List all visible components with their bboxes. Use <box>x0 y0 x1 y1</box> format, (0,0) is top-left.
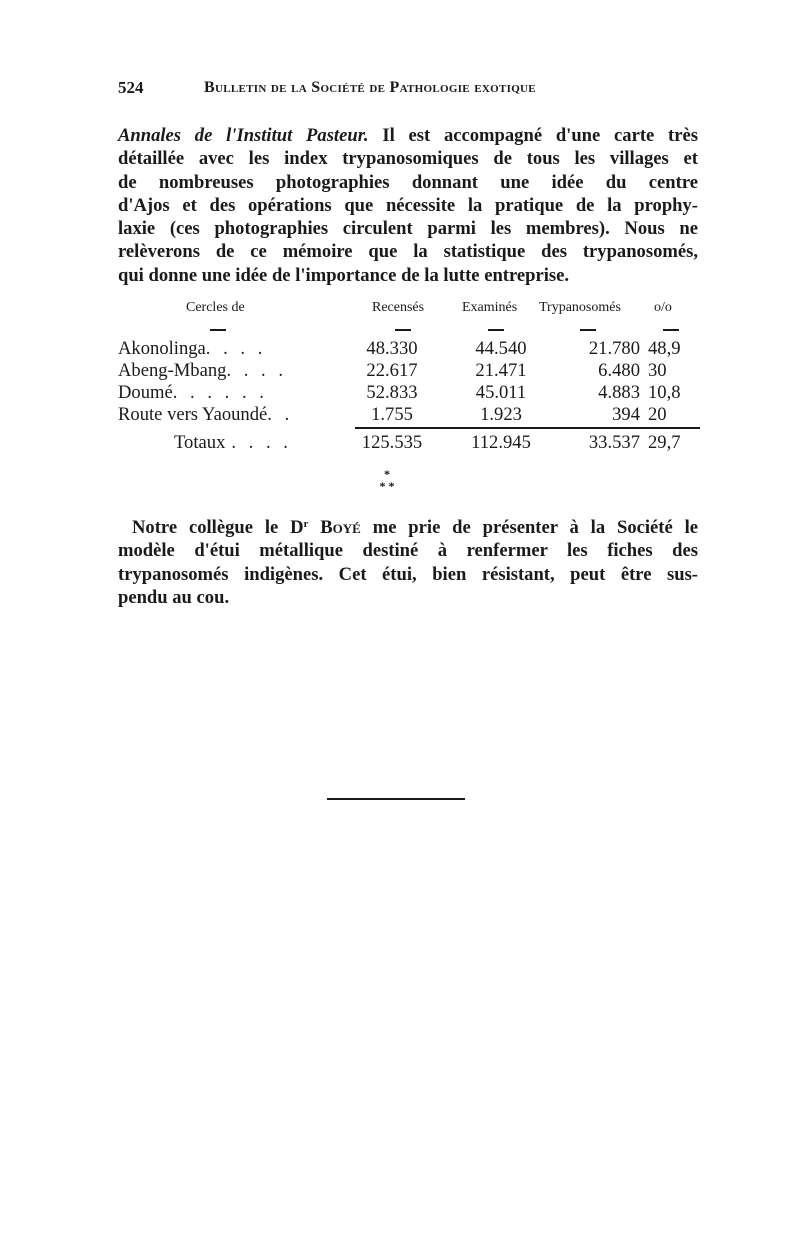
journal-title: Bulletin de la Société de Pathologie exotique <box>204 79 536 96</box>
leader-dots: . . . . <box>231 432 292 453</box>
text-line: détaillée avec les index trypanosomiques de tous les villages et <box>118 148 698 170</box>
text-line: qui donne une idée de l'importance de la lutte entreprise. <box>118 264 570 286</box>
section-end-rule <box>327 798 465 800</box>
author-name: Boyé <box>320 517 361 538</box>
total-percent: 29,7 <box>648 432 681 453</box>
column-header-recenses: Recensés <box>372 300 425 315</box>
totals-label <box>174 432 292 454</box>
cell-trypanosomes: 4.883 <box>598 382 640 403</box>
text-line: trypanosomés indigènes. Cet étui, bien résistant, peut être sus- <box>118 563 698 585</box>
asterism-separator: * * * <box>379 467 395 493</box>
total-recenses: 125.535 <box>361 432 423 453</box>
text-line <box>118 124 698 147</box>
column-header-percent: o/o <box>654 300 672 315</box>
cell-trypanosomes: 6.480 <box>598 360 640 381</box>
text-fragment: Notre collègue le D <box>132 517 304 538</box>
cercle-name: Route vers Yaoundé <box>118 404 268 425</box>
cell-percent: 10,8 <box>648 382 681 403</box>
header-dash <box>663 329 679 331</box>
text-line: relèverons de ce mémoire que la statistique des trypanosomés, <box>118 241 698 263</box>
text-line <box>118 516 698 539</box>
text-line-rest: Il est accompagné d'une carte très <box>368 125 698 146</box>
cell-percent: 20 <box>648 404 667 425</box>
paragraph-intro <box>118 124 698 287</box>
header-dash <box>395 329 411 331</box>
text-line: modèle d'étui métallique destiné à renfermer les fiches des <box>118 540 698 562</box>
leader-dots: . . . . <box>226 360 287 381</box>
cell-recenses: 22.617 <box>366 360 418 381</box>
leader-dots: . . <box>267 404 294 425</box>
cell-examines: 1.923 <box>480 404 522 425</box>
row-label <box>118 382 268 404</box>
table-row <box>118 382 700 404</box>
text-fragment: me prie de présenter à la Société le <box>360 517 699 538</box>
leader-dots: . . . . <box>205 338 267 359</box>
text-line: de nombreuses photographies donnant une idée du centre <box>118 171 698 193</box>
column-header-trypanosomes: Trypanosomés <box>539 300 621 315</box>
cell-trypanosomes: 21.780 <box>588 338 640 359</box>
totals-rule <box>355 427 700 429</box>
header-dash <box>210 329 226 331</box>
column-header-examines: Examinés <box>462 300 518 315</box>
cell-examines: 21.471 <box>475 360 527 381</box>
row-label <box>118 360 287 382</box>
column-header-cercles: Cercles de <box>186 300 245 315</box>
page-number: 524 <box>118 78 144 97</box>
total-examines: 112.945 <box>471 432 531 453</box>
italic-citation: Annales de l'Institut Pasteur. <box>118 125 369 146</box>
cercle-name: Doumé <box>118 382 173 403</box>
running-head <box>118 78 688 102</box>
cell-recenses: 1.755 <box>371 404 413 425</box>
cell-examines: 45.011 <box>475 382 527 403</box>
superscript: r <box>303 518 309 530</box>
row-label <box>118 404 293 426</box>
cell-recenses: 48.330 <box>366 338 418 359</box>
cell-percent: 48,9 <box>648 338 681 359</box>
cercle-name: Abeng-Mbang <box>118 360 227 381</box>
cercle-name: Akonolinga <box>118 338 206 359</box>
trypanosome-statistics-table <box>118 300 700 460</box>
cell-trypanosomes: 394 <box>612 404 640 425</box>
cell-examines: 44.540 <box>475 338 527 359</box>
leader-dots: . . . . . . <box>172 382 268 403</box>
table-row <box>118 360 700 382</box>
header-dash <box>488 329 504 331</box>
totals-text: Totaux <box>174 432 226 453</box>
totals-row <box>118 432 700 454</box>
row-label <box>118 338 266 360</box>
text-line: laxie (ces photographies circulent parmi les membres). Nous ne <box>118 218 698 240</box>
paragraph-boye <box>118 516 698 609</box>
table-row <box>118 404 700 426</box>
text-line: d'Ajos et des opérations que nécessite la pratique de la prophy- <box>118 194 698 216</box>
total-trypanosomes: 33.537 <box>588 432 640 453</box>
text-line: pendu au cou. <box>118 586 230 608</box>
cell-percent: 30 <box>648 360 667 381</box>
table-row <box>118 338 700 360</box>
cell-recenses: 52.833 <box>366 382 418 403</box>
header-dash <box>580 329 596 331</box>
